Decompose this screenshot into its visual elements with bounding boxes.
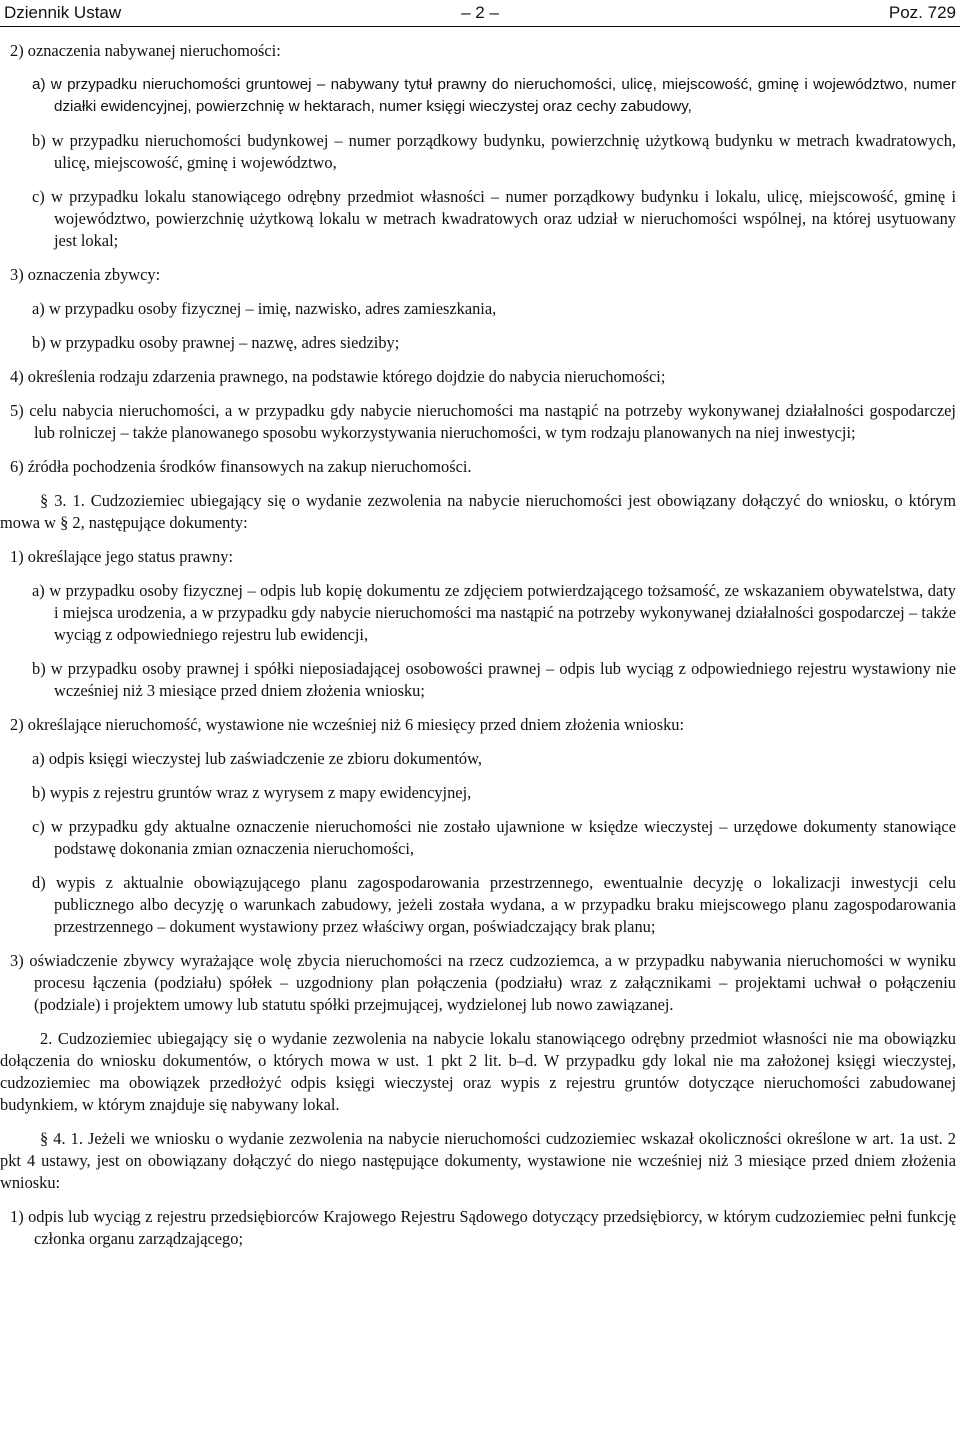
paragraph: a) w przypadku nieruchomości gruntowej – nabywany tytuł prawny do nieruchomości, ulicę, miejscowość, gminę i województwo, numer działki ewidencyjnej, powierzchnię w hektarach, numer księgi wieczystej oraz cechy zabudowy, <box>32 76 956 115</box>
journal-title: Dziennik Ustaw <box>4 3 122 22</box>
paragraph: 2) oznaczenia nabywanej nieruchomości: <box>10 41 281 60</box>
paragraph: 4) określenia rodzaju zdarzenia prawnego, na podstawie którego dojdzie do nabycia nieruchomości; <box>10 367 666 386</box>
paragraph: a) odpis księgi wieczystej lub zaświadczenie ze zbioru dokumentów, <box>32 749 482 768</box>
paragraph: 1) odpis lub wyciąg z rejestru przedsiębiorców Krajowego Rejestru Sądowego dotyczący przedsiębiorcy, w którym cudzoziemiec pełni funkcję członka organu zarządzającego; <box>10 1207 956 1248</box>
paragraph: § 3. 1. Cudzoziemiec ubiegający się o wydanie zezwolenia na nabycie nieruchomości jest obowiązany dołączyć do wniosku, o którym mowa w § 2, następujące dokumenty: <box>0 491 956 532</box>
paragraph: b) wypis z rejestru gruntów wraz z wyrysem z mapy ewidencyjnej, <box>32 783 472 802</box>
page-header <box>0 0 960 27</box>
paragraph: § 4. 1. Jeżeli we wniosku o wydanie zezwolenia na nabycie nieruchomości cudzoziemiec wskazał okoliczności określone w art. 1a ust. 2 pkt 4 ustawy, jest on obowiązany dołączyć do niego następujące dokumenty, wystawione nie wcześniej niż 3 miesiące przed dniem złożenia wniosku: <box>0 1129 956 1192</box>
paragraph: a) w przypadku osoby fizycznej – odpis lub kopię dokumentu ze zdjęciem potwierdzającego tożsamość, ze wskazaniem obywatelstwa, daty i miejsca urodzenia, a w przypadku gdy nabycie nieruchomości ma nastąpić na potrzeby wykonywanej działalności gospodarczej – także wyciąg z odpowiedniego rejestru lub ewidencji, <box>32 581 956 644</box>
page-number: – 2 – <box>461 3 499 22</box>
paragraph: 6) źródła pochodzenia środków finansowych na zakup nieruchomości. <box>10 457 472 476</box>
paragraph: 3) oznaczenia zbywcy: <box>10 265 161 284</box>
paragraph: d) wypis z aktualnie obowiązującego planu zagospodarowania przestrzennego, ewentualnie decyzję o lokalizacji inwestycji celu publicznego albo decyzję o warunkach zabudowy, jeżeli została wydana, a w przypadku braku miejscowego planu zagospodarowania przestrzennego – dokument wystawiony przez właściwy organ, poświadczający brak planu; <box>32 873 956 936</box>
paragraph: b) w przypadku osoby prawnej i spółki nieposiadającej osobowości prawnej – odpis lub wyciąg z odpowiedniego rejestru wystawiony nie wcześniej niż 3 miesiące przed dniem złożenia wniosku; <box>32 659 956 700</box>
paragraph: b) w przypadku nieruchomości budynkowej – numer porządkowy budynku, powierzchnię użytkową budynku w metrach kwadratowych, ulicę, miejscowość, gminę i województwo, <box>32 131 956 172</box>
paragraph: b) w przypadku osoby prawnej – nazwę, adres siedziby; <box>32 333 400 352</box>
position-number: Poz. 729 <box>888 3 956 22</box>
paragraph: 5) celu nabycia nieruchomości, a w przypadku gdy nabycie nieruchomości ma nastąpić na potrzeby wykonywanej działalności gospodarczej lub rolniczej – także planowanego sposobu wykorzystywania nieruchomości, w tym rodzaju planowanych na niej inwestycji; <box>10 401 956 442</box>
paragraph: 2) określające nieruchomość, wystawione nie wcześniej niż 6 miesięcy przed dniem złożenia wniosku: <box>10 715 685 734</box>
paragraph: c) w przypadku gdy aktualne oznaczenie nieruchomości nie zostało ujawnione w księdze wieczystej – urzędowe dokumenty stanowiące podstawę dokonania zmian oznaczenia nieruchomości, <box>32 817 956 858</box>
paragraph: 2. Cudzoziemiec ubiegający się o wydanie zezwolenia na nabycie lokalu stanowiącego odrębny przedmiot własności nie ma obowiązku dołączenia do wniosku dokumentów, o których mowa w ust. 1 pkt 2 lit. b–d. W przypadku gdy lokal nie ma założonej księgi wieczystej, cudzoziemiec ma obowiązek przedłożyć odpis księgi wieczystej oraz wypis z rejestru gruntów dotyczące nieruchomości zabudowanej budynkiem, w którym znajduje się nabywany lokal. <box>0 1029 956 1114</box>
document-body <box>0 40 956 1262</box>
paragraph: c) w przypadku lokalu stanowiącego odrębny przedmiot własności – numer porządkowy budynku i lokalu, ulicę, miejscowość, gminę i województwo, powierzchnię użytkową lokalu w metrach kwadratowych oraz udział w nieruchomości wspólnej, na której usytuowany jest lokal; <box>32 187 956 250</box>
paragraph: 1) określające jego status prawny: <box>10 547 234 566</box>
paragraph: a) w przypadku osoby fizycznej – imię, nazwisko, adres zamieszkania, <box>32 299 497 318</box>
paragraph: 3) oświadczenie zbywcy wyrażające wolę zbycia nieruchomości na rzecz cudzoziemca, a w przypadku nabywania nieruchomości w wyniku procesu łączenia (podziału) spółek – uzgodniony plan połączenia (podziału) wraz z załącznikami – projektami uchwał o połączeniu (podziale) i projektem umowy lub statutu spółki przejmującej, wydzielonej lub nowo zawiązanej. <box>10 951 956 1014</box>
